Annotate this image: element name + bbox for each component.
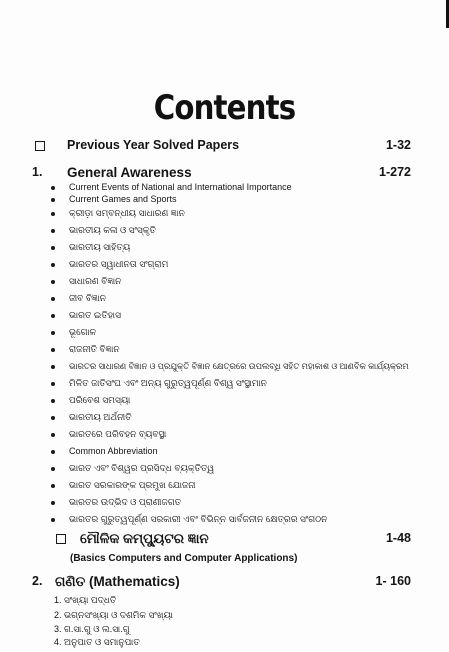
bullet-icon bbox=[51, 501, 55, 505]
list-item-text: ସାଧାରଣ ବିଜ୍ଞାନ bbox=[69, 276, 122, 286]
entry-label: General Awareness bbox=[67, 165, 192, 180]
list-item-text: ଭାରତର ଉଦ୍ଭିଦ ଓ ପ୍ରାଣୀଜଗତ bbox=[69, 497, 182, 507]
checkbox-icon bbox=[35, 141, 45, 151]
list-item-text: କ୍ରୀଡ଼ା ସମ୍ବନ୍ଧୀୟ ସାଧାରଣ ଜ୍ଞାନ bbox=[69, 208, 185, 218]
list-item-text: ଭାରତୀୟ କଳା ଓ ସଂସ୍କୃତି bbox=[69, 225, 156, 235]
bullet-icon bbox=[51, 212, 55, 216]
bullet-icon bbox=[51, 297, 55, 301]
bullet-icon bbox=[51, 382, 55, 386]
list-item-text: ଭାରତୀୟ ସାହିତ୍ୟ bbox=[69, 242, 131, 252]
list-item-text: ଭାରତ ଏବଂ ବିଶ୍ୱର ପ୍ରସିଦ୍ଧ ବ୍ୟକ୍ତିତ୍ୱ bbox=[69, 463, 215, 473]
entry-number: 1. bbox=[32, 165, 43, 179]
list-item-text: 3. ଗ.ସା.ଗୁ ଓ ଲ.ସା.ଗୁ bbox=[54, 624, 130, 634]
list-item bbox=[0, 426, 449, 444]
checkbox-icon bbox=[56, 534, 66, 544]
list-item-text: Current Games and Sports bbox=[69, 194, 177, 204]
list-item-text: ଭାରତର ସାଧାରଣ ବିଜ୍ଞାନ ଓ ପ୍ରଯୁକ୍ତି ବିଜ୍ଞାନ କ୍ଷେତ୍ରରେ ଉପଲବ୍ଧି ସହିତ ମହାକାଶ ଓ ଆଣବିକ କାର୍ଯ୍ୟକ୍ରମ bbox=[69, 361, 409, 371]
list-item bbox=[0, 324, 449, 342]
bullet-icon bbox=[51, 416, 55, 420]
list-item-text: ରାଜନୀତି ବିଜ୍ଞାନ bbox=[69, 344, 120, 354]
list-item bbox=[0, 205, 449, 223]
list-item-text: ଭାରତର ସ୍ୱାଧୀନତା ସଂଗ୍ରାମ bbox=[69, 259, 169, 269]
list-item-text: ଭାରତ ଇତିହାସ bbox=[69, 310, 121, 320]
list-item bbox=[0, 341, 449, 359]
list-item-text: ଜୀବ ବିଜ୍ଞାନ bbox=[69, 293, 106, 303]
list-item-text: Current Events of National and International Importance bbox=[69, 182, 292, 192]
list-item bbox=[0, 494, 449, 512]
entry-label: Previous Year Solved Papers bbox=[67, 138, 240, 152]
list-item bbox=[0, 273, 449, 291]
list-item bbox=[0, 375, 449, 393]
list-item bbox=[0, 511, 449, 529]
list-item-text: ପରିବେଶ ସମସ୍ୟା bbox=[69, 395, 131, 405]
list-item bbox=[0, 443, 449, 461]
bullet-icon bbox=[51, 246, 55, 250]
list-item-text: ଭୂଗୋଳ bbox=[69, 327, 97, 337]
bullet-icon bbox=[51, 314, 55, 318]
list-item bbox=[0, 358, 449, 376]
toc-entry-previous-papers[interactable] bbox=[0, 137, 449, 155]
bullet-icon bbox=[51, 484, 55, 488]
entry-label: ଗଣିତ (Mathematics) bbox=[55, 574, 180, 589]
bullet-icon bbox=[51, 365, 55, 369]
bullet-icon bbox=[51, 348, 55, 352]
list-item bbox=[0, 477, 449, 495]
bullet-icon bbox=[51, 450, 55, 454]
list-item-text: ଭାରତର ଗୁରୁତ୍ୱପୂର୍ଣ୍ଣ ସରକାରୀ ଏବଂ ବିଭିନ୍ନ ସାର୍ବଜନୀନ କ୍ଷେତ୍ରର ସଂଗଠନ bbox=[69, 514, 328, 524]
entry-label: ମୌଳିକ କମ୍ପ୍ୟୁଟର ଜ୍ଞାନ bbox=[80, 531, 209, 546]
list-item-text: Common Abbreviation bbox=[69, 446, 158, 456]
bullet-icon bbox=[51, 331, 55, 335]
list-item-text: ଭାରତରେ ପରିବହନ ବ୍ୟବସ୍ଥା bbox=[69, 429, 167, 439]
bullet-icon bbox=[51, 263, 55, 267]
bullet-icon bbox=[51, 518, 55, 522]
toc-entry-computer[interactable] bbox=[0, 530, 449, 548]
list-item-text: 4. ଅନୁପାତ ଓ ସମାନୁପାତ bbox=[54, 637, 140, 647]
list-item-text: ଭାରତ ସରକାରଙ୍କ ପ୍ରମୁଖ ଯୋଜନା bbox=[69, 480, 196, 490]
entry-subtitle: (Basics Computers and Computer Applications) bbox=[70, 553, 298, 564]
list-item-text: ଭାରତୀୟ ଅର୍ଥନୀତି bbox=[69, 412, 132, 422]
entry-subtitle-row bbox=[0, 550, 449, 568]
entry-pages: 1- 160 bbox=[375, 574, 411, 588]
entry-pages: 1-48 bbox=[385, 531, 411, 545]
bullet-icon bbox=[51, 198, 55, 202]
list-item bbox=[0, 409, 449, 427]
bullet-icon bbox=[51, 399, 55, 403]
list-item bbox=[0, 634, 449, 652]
list-item bbox=[0, 222, 449, 240]
bullet-icon bbox=[51, 433, 55, 437]
list-item bbox=[0, 256, 449, 274]
bullet-icon bbox=[51, 229, 55, 233]
list-item-text: ମିଳିତ ଜାତିସଂଘ ଏବଂ ଅନ୍ୟ ଗୁରୁତ୍ୱପୂର୍ଣ୍ଣ ବିଶ୍ୱ ସଂସ୍ଥାମାନ bbox=[69, 378, 267, 388]
bullet-icon bbox=[51, 186, 55, 190]
entry-number: 2. bbox=[32, 574, 43, 588]
page-title: Contents bbox=[153, 88, 296, 128]
list-item bbox=[0, 239, 449, 257]
list-item bbox=[0, 307, 449, 325]
toc-entry-mathematics[interactable] bbox=[0, 573, 449, 591]
bullet-icon bbox=[51, 467, 55, 471]
list-item bbox=[0, 460, 449, 478]
entry-pages: 1-32 bbox=[385, 138, 411, 152]
list-item-text: 2. ଭଗ୍ନସଂଖ୍ୟା ଓ ଦଶମିକ ସଂଖ୍ୟା bbox=[54, 610, 173, 620]
list-item-text: 1. ସଂଖ୍ୟା ପଦ୍ଧତି bbox=[54, 595, 117, 605]
bullet-icon bbox=[51, 280, 55, 284]
list-item bbox=[0, 290, 449, 308]
entry-pages: 1-272 bbox=[379, 165, 411, 179]
list-item bbox=[0, 392, 449, 410]
